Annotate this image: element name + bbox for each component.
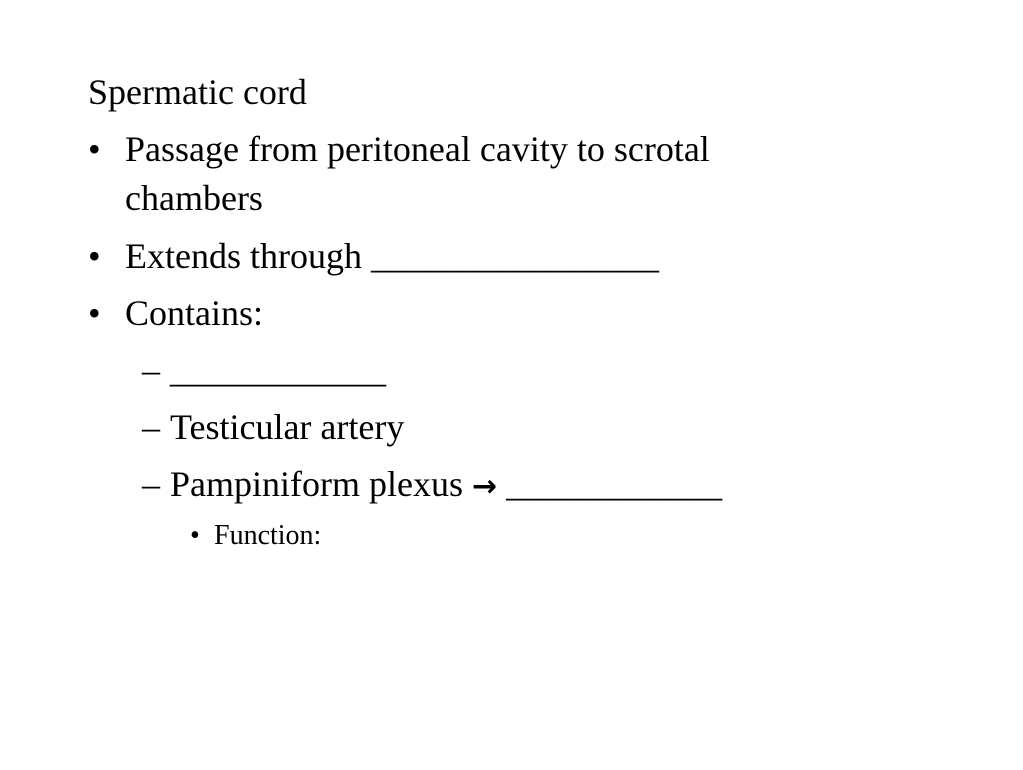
bullet-marker: •: [88, 129, 101, 169]
dash-marker: –: [142, 407, 160, 447]
sub-item-pampiniform-plexus: [170, 466, 722, 502]
bullet-extends-through: Extends through ________________: [125, 236, 659, 276]
sub-item-testicular-artery: Testicular artery: [170, 407, 405, 447]
bullet-contains: Contains:: [125, 293, 264, 333]
dash-marker: –: [142, 350, 160, 390]
bullet-marker: •: [88, 236, 101, 276]
slide-title: Spermatic cord: [88, 72, 307, 112]
bullet-marker: •: [190, 520, 200, 551]
sub-item-text-before: Pampiniform plexus: [170, 464, 472, 504]
bullet-passage-line-1: Passage from peritoneal cavity to scrotal: [125, 129, 710, 169]
sub-item-text-after: ____________: [497, 464, 723, 504]
sub-sub-item-function: Function:: [214, 520, 322, 551]
dash-marker: –: [142, 464, 160, 504]
bullet-passage-line-2: chambers: [125, 178, 263, 218]
sub-item-blank: ____________: [170, 350, 386, 390]
arrow-right-icon: →: [471, 469, 498, 504]
bullet-marker: •: [88, 293, 101, 333]
